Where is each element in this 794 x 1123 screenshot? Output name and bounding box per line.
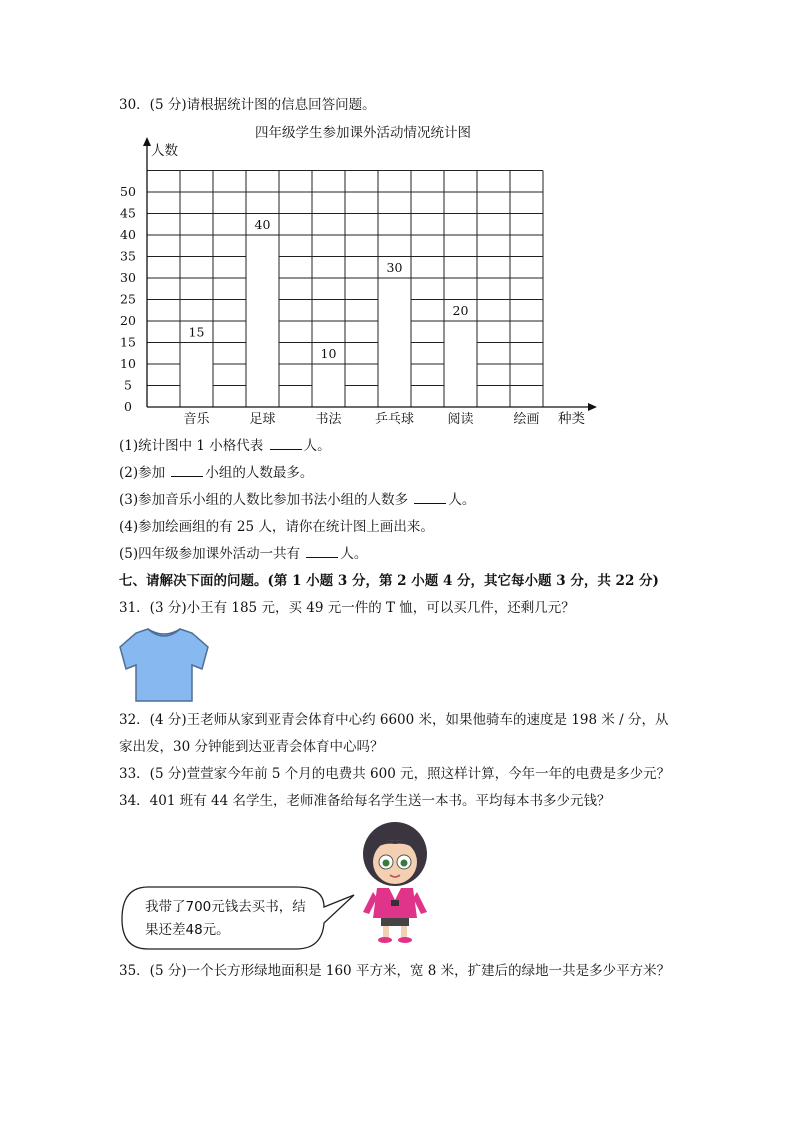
y-tick-label: 5 [124,377,132,393]
bar-音乐 [180,343,213,408]
question-34: 34．401 班有 44 名学生，老师准备给每名学生送一本书。平均每本书多少元钱？ [119,793,611,809]
y-tick-label: 40 [120,227,136,242]
y-axis-arrow [143,137,151,146]
question-33: 33．(5 分)萱萱家今年前 5 个月的电费共 600 元，照这样计算，今年一年的电费是多少元？ [119,766,671,782]
answer-blank[interactable] [414,491,446,504]
y-tick-label: 10 [120,356,136,371]
question-35: 35．(5 分)一个长方形绿地面积是 160 平方米，宽 8 米，扩建后的绿地一共是多少平方米？ [119,963,671,979]
q30-part1: (1)统计图中 1 小格代表 人。 [119,438,331,454]
q30-part4: (4)参加绘画组的有 25 人，请你在统计图上画出来。 [119,519,434,535]
data-label-书法: 10 [320,346,337,361]
answer-blank[interactable] [171,464,203,477]
y-tick-label: 15 [120,334,136,350]
y-tick-labels [120,184,136,414]
bar-书法 [312,364,345,407]
x-tick-label: 足球 [249,412,276,427]
q30-part2: (2)参加 小组的人数最多。 [119,465,314,481]
q30-part5: (5)四年级参加课外活动一共有 人。 [119,546,368,562]
x-tick-labels [183,411,539,427]
bar-阅读 [444,321,477,407]
question-32-line1: 32．(4 分)王老师从家到亚青会体育中心约 6600 米，如果他骑车的速度是 198 米 / 分，从 [119,712,669,728]
y-tick-label: 30 [120,270,136,285]
section-7-heading: 七、请解决下面的问题。(第 1 小题 3 分，第 2 小题 4 分，其它每小题 3 分，共 22 分) [119,573,659,589]
data-label-乒乓球: 30 [386,260,403,275]
bar-chart [0,0,794,440]
bubble-text-line1: 我带了700元钱去买书，结 [145,899,306,915]
bubble-text-line2: 果还差48元。 [145,922,230,938]
y-tick-label: 50 [120,184,136,199]
x-axis-arrow [588,403,597,411]
y-tick-label: 45 [120,205,136,221]
y-tick-label: 20 [120,313,136,328]
question-30-intro: 30．(5 分)请根据统计图的信息回答问题。 [119,97,376,113]
y-tick-label: 25 [120,291,136,307]
x-tick-label: 阅读 [447,412,474,427]
x-tick-label: 书法 [315,412,342,427]
question-32-line2: 家出发，30 分钟能到达亚青会体育中心吗？ [119,739,384,755]
x-tick-label: 绘画 [513,412,540,427]
y-tick-label: 35 [120,248,136,264]
data-label-足球: 40 [254,217,271,232]
bar-乒乓球 [378,278,411,407]
tshirt-image [118,625,210,703]
y-tick-label: 0 [124,399,132,414]
question-31: 31．(3 分)小王有 185 元，买 49 元一件的 T 恤，可以买几件，还剩几元？ [119,600,575,616]
data-label-阅读: 20 [452,303,469,318]
y-axis-label: 人数 [151,143,178,159]
x-axis-label: 种类 [558,411,585,427]
x-tick-label: 乒乓球 [374,412,415,427]
data-labels [189,217,469,361]
q30-part3: (3)参加音乐小组的人数比参加书法小组的人数多 人。 [119,492,476,508]
data-label-音乐: 15 [188,324,205,340]
answer-blank[interactable] [306,545,338,558]
chart-title: 四年级学生参加课外活动情况统计图 [255,125,471,141]
answer-blank[interactable] [270,437,302,450]
x-tick-label: 音乐 [183,412,210,427]
bar-足球 [246,235,279,407]
teacher-illustration [355,820,433,944]
